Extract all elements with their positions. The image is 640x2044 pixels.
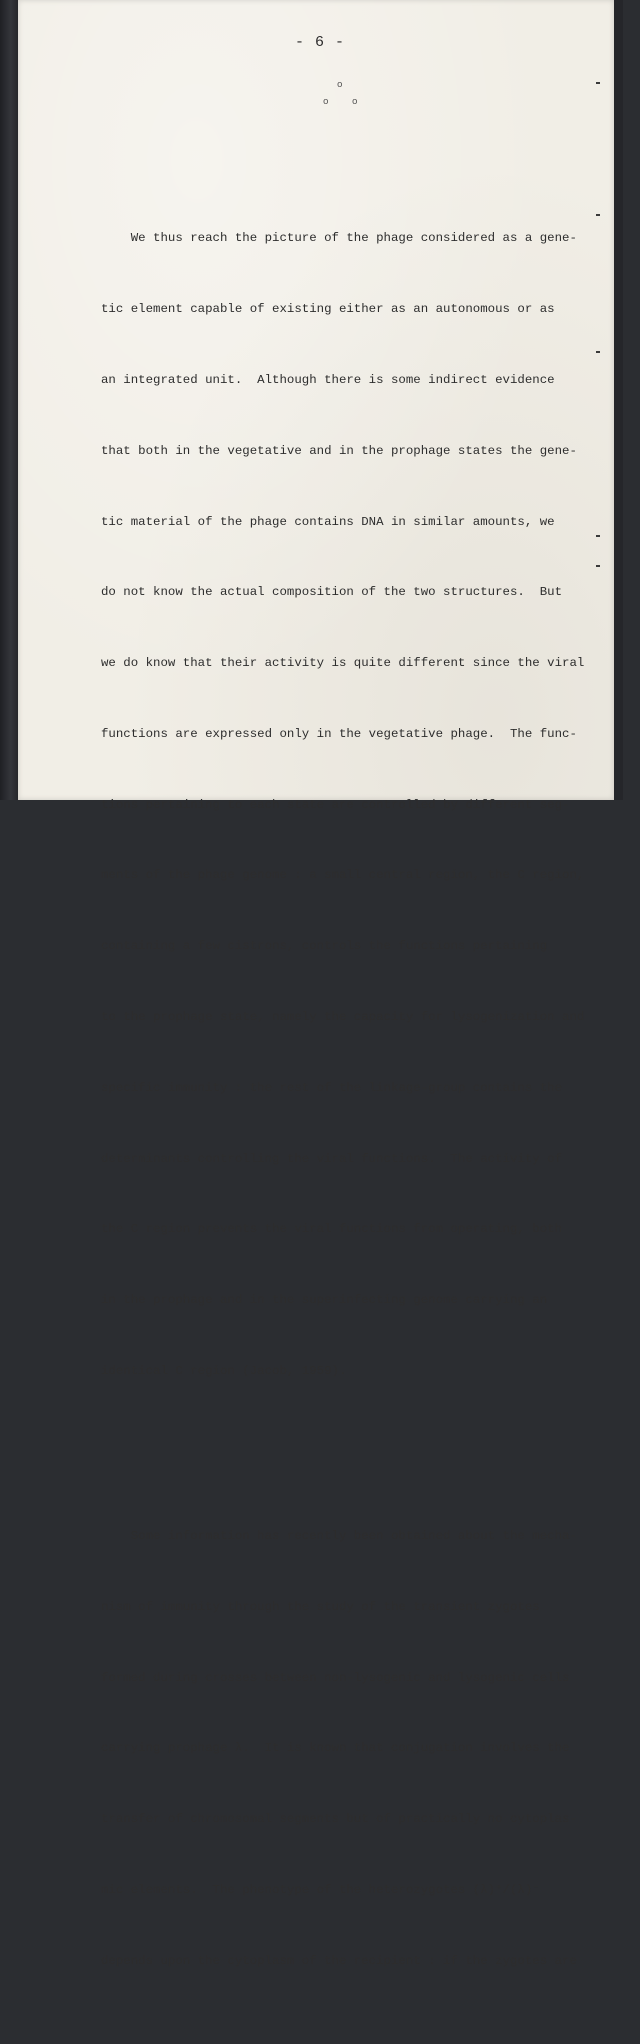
text-line: specific immunity : the rest of the linkage-group contains the <box>101 1080 563 1095</box>
text-line: formed during crosses between non-lysogenic and lysogenic cells <box>101 1670 570 1685</box>
margin-tick <box>596 214 600 216</box>
text-line: do not know the actual composition of the two structures. But <box>101 585 563 600</box>
text-line: carrying prophage λ. It is known that conjugation involves the <box>101 1741 570 1756</box>
margin-tick <box>596 535 600 537</box>
margin-tick <box>596 351 600 353</box>
right-frame-edge <box>613 0 623 800</box>
stray-mark-dot: o <box>323 97 329 107</box>
text-line: tions pertaining to each state are controlled by different seg- <box>101 797 570 812</box>
text-line: ments of the phage genome : a small central region, the C region, <box>101 868 585 883</box>
text-line: depends upon the cytoplasm of the recipient : if the zygotes are <box>101 1953 577 1968</box>
text-line: tic material of the phage contains DNA in similar amounts, we <box>101 514 555 529</box>
text-line: We thus reach the picture of the phage considered as a gene- <box>101 231 577 246</box>
text-line: containing a few cistrons, controls the functions pertaining <box>101 939 548 954</box>
paragraph-2 <box>101 1478 581 2021</box>
margin-tick <box>596 565 600 567</box>
text-line: identical C region (Jacob, 1959). <box>101 1363 347 1378</box>
text-line: to the prophage state, namely the capacity for lysogenization and <box>101 1009 585 1024</box>
text-line: nism of immunity through the study of the transient zygotes <box>101 1599 540 1614</box>
text-line: the C region prevents the viral functions from operating, both <box>101 1222 563 1237</box>
text-line: mic elements. The phenotype of the heterozygotes (λ)⁺/(λ)⁻ <box>101 1882 540 1897</box>
text-line: an integrated unit. Although there is some indirect evidence <box>101 372 555 387</box>
text-line: functions are expressed only in the vegetative phage. The func- <box>101 726 577 741</box>
paragraph-1 <box>101 180 585 1430</box>
text-line: determinants controlling the viral functions. The activity of <box>101 1151 563 1166</box>
text-line: we do know that their activity is quite different since the viral <box>101 656 585 671</box>
stray-mark-dot: o <box>337 80 343 90</box>
margin-tick <box>596 82 600 84</box>
page-number: - 6 - <box>294 34 345 51</box>
body-text <box>101 133 585 2044</box>
text-line: in the prophage and in the superinfecting genome carrying an <box>101 1293 548 1308</box>
text-line: Some information has recently been obtained about the mecha- <box>101 1529 577 1544</box>
stray-mark-dot: o <box>352 97 358 107</box>
text-line: that both in the vegetative and in the prophage states the gene- <box>101 443 577 458</box>
left-frame-edge <box>0 0 18 800</box>
text-line: tic element capable of existing either as an autonomous or as <box>101 302 555 317</box>
text-line: transfer of chromosomal segments but of practically no cytoplas- <box>101 1812 577 1827</box>
